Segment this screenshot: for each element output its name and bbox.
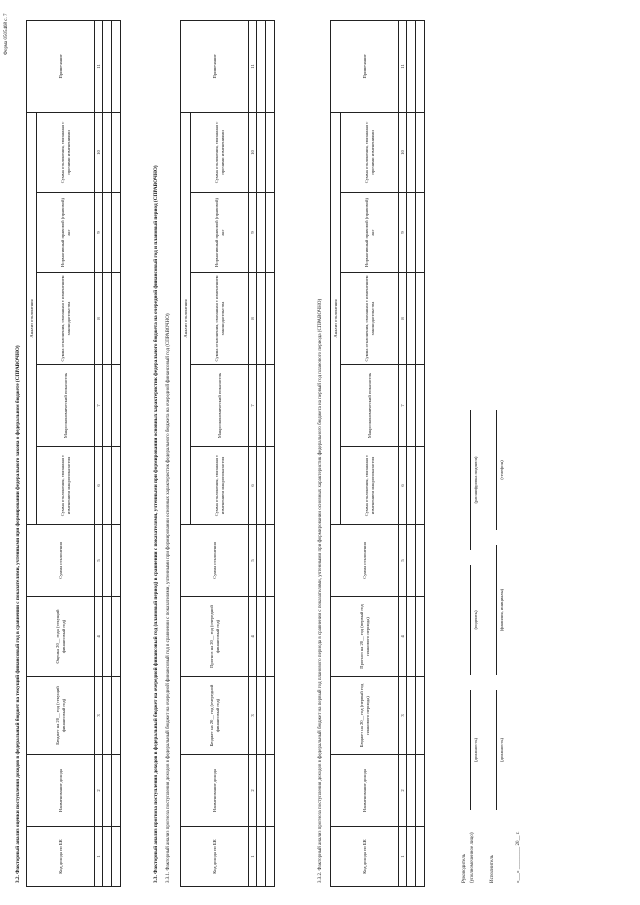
- col-deviation: Сумма отклонения: [331, 525, 399, 597]
- col-law-act: Нормативный правовой (правовой) акт: [341, 193, 399, 273]
- col-next-forecast: Прогноз на 20__ год (очередной финансовый год): [181, 597, 249, 677]
- table-row: [407, 20, 416, 886]
- col-other-sum: Сумма отклонения, связанная с прочими изменениями: [37, 112, 95, 192]
- col-plan1-forecast: Прогноз на 20__ год (первый год планового периода): [331, 597, 399, 677]
- col-current-budget: Бюджет на 20__ год (текущий финансовый год): [27, 677, 95, 755]
- col-law-sum: Сумма отклонения, связанная с изменением законодательства: [191, 273, 249, 365]
- head-label-2: (уполномоченное лицо): [470, 832, 475, 883]
- executor-label: Исполнитель: [490, 855, 495, 883]
- form-label: Форма 0505468 с. 7: [4, 13, 9, 55]
- col-macro-sum: Сумма отклонения, связанная с изменением макропоказателя: [37, 447, 95, 525]
- col-macro-sum: Сумма отклонения, связанная с изменением макропоказателя: [341, 447, 399, 525]
- executor-position-caption: (должность): [499, 737, 504, 763]
- section-3-2-title: 3.2. Факторный анализ оценки поступления доходов в федеральный бюджет на текущий финансовый год в сравнении с показателями, учтенными при формировании федерального закона о федеральном бюджете (СПРАВОЧНО): [15, 345, 21, 883]
- col-macro-indicator: Макроэкономический показатель: [37, 365, 95, 447]
- executor-name-caption: (фамилия, инициалы): [499, 588, 504, 632]
- col-name: Наименование дохода: [331, 755, 399, 827]
- col-law-act: Нормативный правовой (правовой) акт: [37, 193, 95, 273]
- head-position-caption: (должность): [473, 737, 478, 763]
- col-number-row: 1 2 3 4 5 6 7 8 9 10 11: [249, 20, 257, 886]
- executor-position-line: [496, 690, 497, 810]
- col-deviation: Сумма отклонения: [27, 525, 95, 597]
- col-kbk: Код дохода по БК: [27, 827, 95, 887]
- head-signature-line: [470, 565, 471, 675]
- table-3-2: [26, 20, 121, 887]
- col-note: Примечание: [331, 20, 399, 112]
- table-row: [112, 20, 121, 886]
- executor-name-line: [496, 545, 497, 675]
- col-other-sum: Сумма отклонения, связанная с прочими изменениями: [191, 112, 249, 192]
- col-plan1-budget: Бюджет на 20__ год (первый год планового периода): [331, 677, 399, 755]
- table-row: [257, 20, 266, 886]
- col-next-budget: Бюджет на 20__ год (очередной финансовый год): [181, 677, 249, 755]
- col-macro-indicator: Макроэкономический показатель: [341, 365, 399, 447]
- table-row: [266, 20, 275, 886]
- col-name: Наименование дохода: [181, 755, 249, 827]
- head-decoding-caption: (расшифровка подписи): [473, 456, 478, 504]
- head-label: Руководитель: [462, 853, 467, 883]
- col-name: Наименование дохода: [27, 755, 95, 827]
- col-macro-indicator: Макроэкономический показатель: [191, 365, 249, 447]
- section-3-3-1-title: 3.3.1. Факторный анализ прогноза поступления доходов в федеральный бюджет на очередной финансовый год в сравнении с показателями, учтенными при формировании основных характеристик федерального бюджета на очередной финансовый год (СПРАВОЧНО): [166, 313, 171, 883]
- col-other-sum: Сумма отклонения, связанная с прочими изменениями: [341, 112, 399, 192]
- section-3-3-2-title: 3.3.2. Факторный анализ прогноза поступления доходов в федеральный бюджет на первый год планового периода в сравнении с показателями, учтенными при формировании основных характеристик федерального бюджета на первый год планового периода (СПРАВОЧНО): [318, 298, 323, 883]
- executor-phone-line: [496, 410, 497, 530]
- head-decoding-line: [470, 410, 471, 550]
- table-3-3-2: [330, 20, 425, 887]
- col-analysis-group: Анализ отклонения: [181, 112, 191, 524]
- col-analysis-group: Анализ отклонения: [27, 112, 37, 524]
- col-deviation: Сумма отклонения: [181, 525, 249, 597]
- col-analysis-group: Анализ отклонения: [331, 112, 341, 524]
- table-3-3-1: [180, 20, 275, 887]
- date-line: «___» _________ 20__ г.: [516, 831, 521, 883]
- col-law-sum: Сумма отклонения, связанная с изменением законодательства: [341, 273, 399, 365]
- col-law-act: Нормативный правовой (правовой) акт: [191, 193, 249, 273]
- col-macro-sum: Сумма отклонения, связанная с изменением макропоказателя: [191, 447, 249, 525]
- table-row: [416, 20, 425, 886]
- col-kbk: Код дохода по БК: [181, 827, 249, 887]
- col-kbk: Код дохода по БК: [331, 827, 399, 887]
- head-position-line: [470, 690, 471, 810]
- section-3-3-title: 3.3. Факторный анализ прогноза поступления доходов в федеральный бюджет на очередной финансовый год (плановый период) в сравнении с показателями, учтенными при формировании основных характеристик федерального бюджета на очередной финансовый год и плановый период (СПРАВОЧНО): [153, 165, 159, 883]
- col-current-estimate: Оценка 20__ года (текущий финансовый год): [27, 597, 95, 677]
- col-law-sum: Сумма отклонения, связанная с изменением законодательства: [37, 273, 95, 365]
- col-note: Примечание: [27, 20, 95, 112]
- col-number-row: 1 2 3 4 5 6 7 8 9 10 11: [399, 20, 407, 886]
- executor-phone-caption: (телефон): [499, 460, 504, 480]
- col-note: Примечание: [181, 20, 249, 112]
- head-signature-caption: (подпись): [473, 610, 478, 630]
- col-number-row: 1 2 3 4 5 6 7 8 9 10 11: [95, 20, 103, 886]
- table-row: [103, 20, 112, 886]
